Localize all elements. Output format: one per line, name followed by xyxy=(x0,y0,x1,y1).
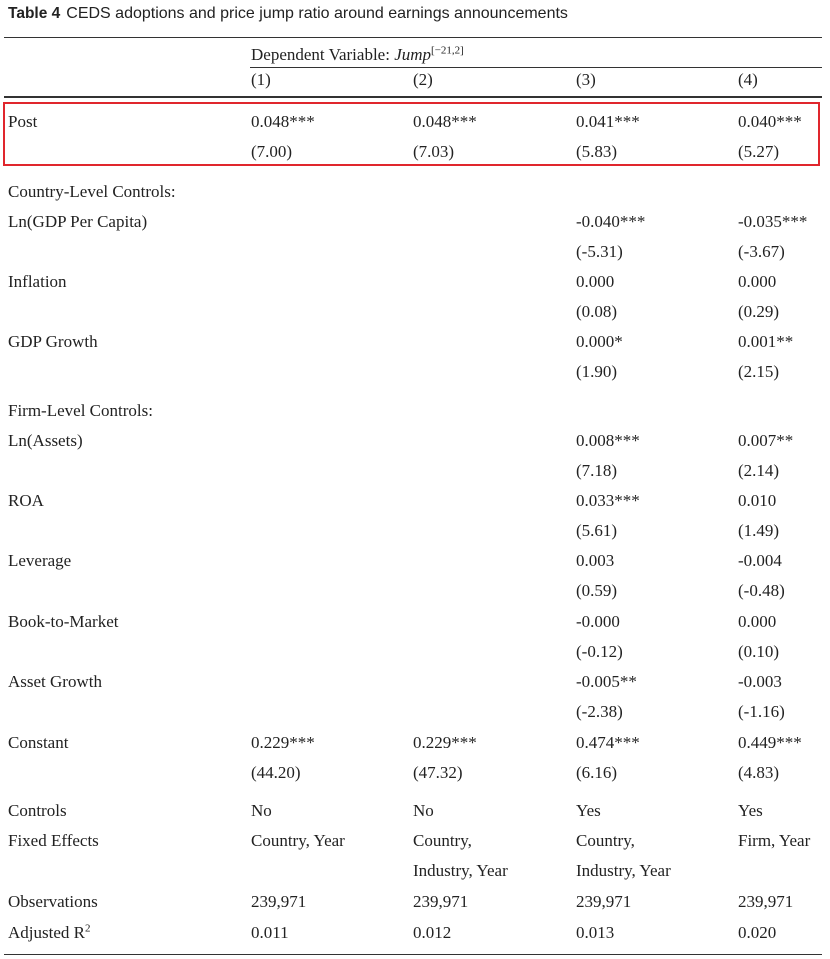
coefficient-cell: 0.040*** xyxy=(738,112,802,131)
coefficient-cell: 0.010 xyxy=(738,491,777,510)
column-header: (2) xyxy=(413,70,433,89)
t-stat-cell: (0.10) xyxy=(738,642,780,661)
table-caption xyxy=(8,3,568,23)
column-header: (1) xyxy=(251,70,271,89)
t-stat-cell: (6.16) xyxy=(576,763,618,782)
dependent-variable-header xyxy=(251,45,464,65)
dv-underline xyxy=(250,67,822,68)
bottom-rule xyxy=(4,954,822,955)
t-stat-cell: (2.15) xyxy=(738,362,780,381)
adjusted-r2-cell: 0.013 xyxy=(576,923,615,942)
controls-cell: Yes xyxy=(576,801,601,820)
section-heading: Firm-Level Controls: xyxy=(8,401,153,420)
row-label: Constant xyxy=(8,733,69,752)
column-header: (3) xyxy=(576,70,596,89)
coefficient-cell: 0.449*** xyxy=(738,733,802,752)
t-stat-cell: (-3.67) xyxy=(738,242,785,261)
t-stat-cell: (-5.31) xyxy=(576,242,623,261)
row-label: Inflation xyxy=(8,272,67,291)
adjusted-r2-text: Adjusted R xyxy=(8,923,85,942)
t-stat-cell: (44.20) xyxy=(251,763,301,782)
coefficient-cell: -0.004 xyxy=(738,551,782,570)
coefficient-cell: 0.000* xyxy=(576,332,623,351)
adjusted-r2-cell: 0.020 xyxy=(738,923,777,942)
coefficient-cell: -0.040*** xyxy=(576,212,646,231)
controls-cell: Yes xyxy=(738,801,763,820)
t-stat-cell: (5.27) xyxy=(738,142,780,161)
fixed-effects-cell: Industry, Year xyxy=(576,861,671,880)
observations-cell: 239,971 xyxy=(576,892,632,911)
dv-name: Jump xyxy=(394,45,432,64)
observations-cell: 239,971 xyxy=(413,892,469,911)
coefficient-cell: 0.041*** xyxy=(576,112,640,131)
coefficient-cell: 0.001** xyxy=(738,332,794,351)
t-stat-cell: (4.83) xyxy=(738,763,780,782)
coefficient-cell: -0.000 xyxy=(576,612,620,631)
adjusted-r2-cell: 0.011 xyxy=(251,923,289,942)
controls-cell: No xyxy=(251,801,272,820)
fixed-effects-cell: Firm, Year xyxy=(738,831,811,850)
coefficient-cell: 0.033*** xyxy=(576,491,640,510)
t-stat-cell: (-1.16) xyxy=(738,702,785,721)
row-label: Ln(GDP Per Capita) xyxy=(8,212,148,231)
coefficient-cell: 0.000 xyxy=(576,272,615,291)
coefficient-cell: 0.229*** xyxy=(413,733,477,752)
section-heading: Country-Level Controls: xyxy=(8,182,176,201)
row-label: Observations xyxy=(8,892,98,911)
adjusted-r2-superscript: 2 xyxy=(84,922,91,935)
row-label: Post xyxy=(8,112,38,131)
fixed-effects-cell: Industry, Year xyxy=(413,861,508,880)
top-rule xyxy=(4,37,822,38)
t-stat-cell: (5.83) xyxy=(576,142,618,161)
fixed-effects-cell: Country, xyxy=(413,831,472,850)
column-header: (4) xyxy=(738,70,758,89)
coefficient-cell: -0.003 xyxy=(738,672,782,691)
table-label: Table 4 xyxy=(8,5,61,22)
coefficient-cell: 0.474*** xyxy=(576,733,640,752)
coefficient-cell: 0.008*** xyxy=(576,431,640,450)
dv-window: [−21,2] xyxy=(431,44,464,57)
t-stat-cell: (0.29) xyxy=(738,302,780,321)
coefficient-cell: -0.035*** xyxy=(738,212,808,231)
t-stat-cell: (5.61) xyxy=(576,521,618,540)
t-stat-cell: (-0.12) xyxy=(576,642,623,661)
row-label: ROA xyxy=(8,491,44,510)
row-label: Ln(Assets) xyxy=(8,431,83,450)
t-stat-cell: (7.03) xyxy=(413,142,455,161)
coefficient-cell: 0.000 xyxy=(738,612,777,631)
t-stat-cell: (1.90) xyxy=(576,362,618,381)
coefficient-cell: 0.229*** xyxy=(251,733,315,752)
header-rule xyxy=(4,96,822,98)
t-stat-cell: (7.18) xyxy=(576,461,618,480)
adjusted-r2-cell: 0.012 xyxy=(413,923,452,942)
t-stat-cell: (2.14) xyxy=(738,461,780,480)
t-stat-cell: (0.08) xyxy=(576,302,618,321)
coefficient-cell: 0.007** xyxy=(738,431,794,450)
fixed-effects-cell: Country, Year xyxy=(251,831,345,850)
coefficient-cell: 0.048*** xyxy=(413,112,477,131)
row-label: Controls xyxy=(8,801,67,820)
t-stat-cell: (7.00) xyxy=(251,142,293,161)
row-label: Asset Growth xyxy=(8,672,102,691)
t-stat-cell: (-2.38) xyxy=(576,702,623,721)
observations-cell: 239,971 xyxy=(738,892,794,911)
coefficient-cell: 0.048*** xyxy=(251,112,315,131)
dv-prefix: Dependent Variable: xyxy=(251,45,395,64)
t-stat-cell: (47.32) xyxy=(413,763,463,782)
coefficient-cell: 0.000 xyxy=(738,272,777,291)
row-label: Book-to-Market xyxy=(8,612,119,631)
fixed-effects-cell: Country, xyxy=(576,831,635,850)
t-stat-cell: (-0.48) xyxy=(738,581,785,600)
controls-cell: No xyxy=(413,801,434,820)
coefficient-cell: 0.003 xyxy=(576,551,615,570)
adjusted-r2-label xyxy=(8,923,90,943)
row-label: Leverage xyxy=(8,551,72,570)
t-stat-cell: (0.59) xyxy=(576,581,618,600)
row-label: Fixed Effects xyxy=(8,831,99,850)
coefficient-cell: -0.005** xyxy=(576,672,637,691)
row-label: GDP Growth xyxy=(8,332,98,351)
observations-cell: 239,971 xyxy=(251,892,307,911)
table-title: CEDS adoptions and price jump ratio around earnings announcements xyxy=(66,5,568,22)
highlight-box xyxy=(3,102,820,166)
t-stat-cell: (1.49) xyxy=(738,521,780,540)
